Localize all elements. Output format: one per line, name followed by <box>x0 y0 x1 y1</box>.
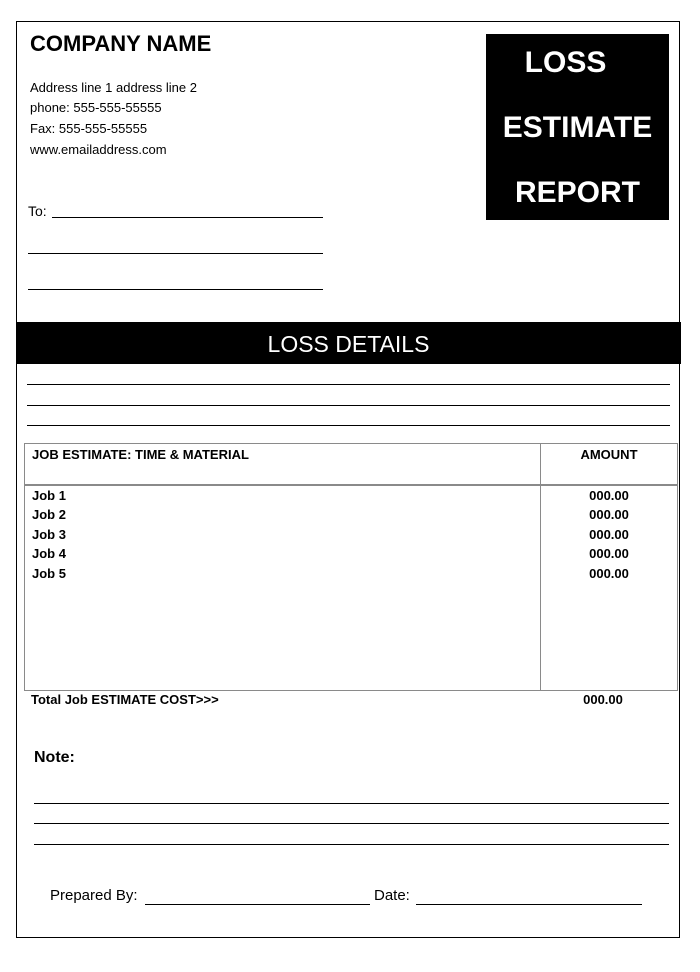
note-label: Note: <box>34 749 75 766</box>
table-row-job: Job 3 <box>32 527 66 542</box>
company-name: COMPANY NAME <box>30 31 212 56</box>
to-label: To: <box>28 203 47 219</box>
prepared-by-label: Prepared By: <box>50 887 138 904</box>
loss-details-line-2[interactable] <box>27 405 670 406</box>
company-address: Address line 1 address line 2 <box>30 80 197 95</box>
loss-details-line-3[interactable] <box>27 425 670 426</box>
report-title-line-1: LOSS <box>524 46 607 79</box>
table-row-job: Job 4 <box>32 546 66 561</box>
company-phone: phone: 555-555-55555 <box>30 100 162 115</box>
to-line-1[interactable] <box>52 217 323 218</box>
company-email: www.emailaddress.com <box>30 142 167 157</box>
table-row-job: Job 5 <box>32 566 66 581</box>
job-estimate-table <box>24 443 678 691</box>
table-row-job: Job 2 <box>32 507 66 522</box>
note-line-1[interactable] <box>34 803 669 804</box>
date-line[interactable] <box>416 904 642 905</box>
to-line-2[interactable] <box>28 253 323 254</box>
to-line-3[interactable] <box>28 289 323 290</box>
table-row-amount: 000.00 <box>589 546 629 561</box>
table-header-divider <box>25 484 677 486</box>
table-row-amount: 000.00 <box>589 527 629 542</box>
loss-details-header: LOSS DETAILS <box>16 322 681 364</box>
total-cost-label: Total Job ESTIMATE COST>>> <box>31 692 219 707</box>
note-line-3[interactable] <box>34 844 669 845</box>
loss-details-line-1[interactable] <box>27 384 670 385</box>
table-row-amount: 000.00 <box>589 566 629 581</box>
report-title-line-2: ESTIMATE <box>502 111 653 144</box>
col-header-description: JOB ESTIMATE: TIME & MATERIAL <box>32 447 249 462</box>
table-row-amount: 000.00 <box>589 507 629 522</box>
col-header-amount: AMOUNT <box>580 447 638 462</box>
report-title-box <box>486 34 669 220</box>
table-row-amount: 000.00 <box>589 488 629 503</box>
total-cost-amount: 000.00 <box>583 692 623 707</box>
report-title-line-3: REPORT <box>514 176 640 209</box>
prepared-by-line[interactable] <box>145 904 370 905</box>
date-label: Date: <box>374 887 410 904</box>
note-line-2[interactable] <box>34 823 669 824</box>
table-row-job: Job 1 <box>32 488 66 503</box>
company-fax: Fax: 555-555-55555 <box>30 121 148 136</box>
